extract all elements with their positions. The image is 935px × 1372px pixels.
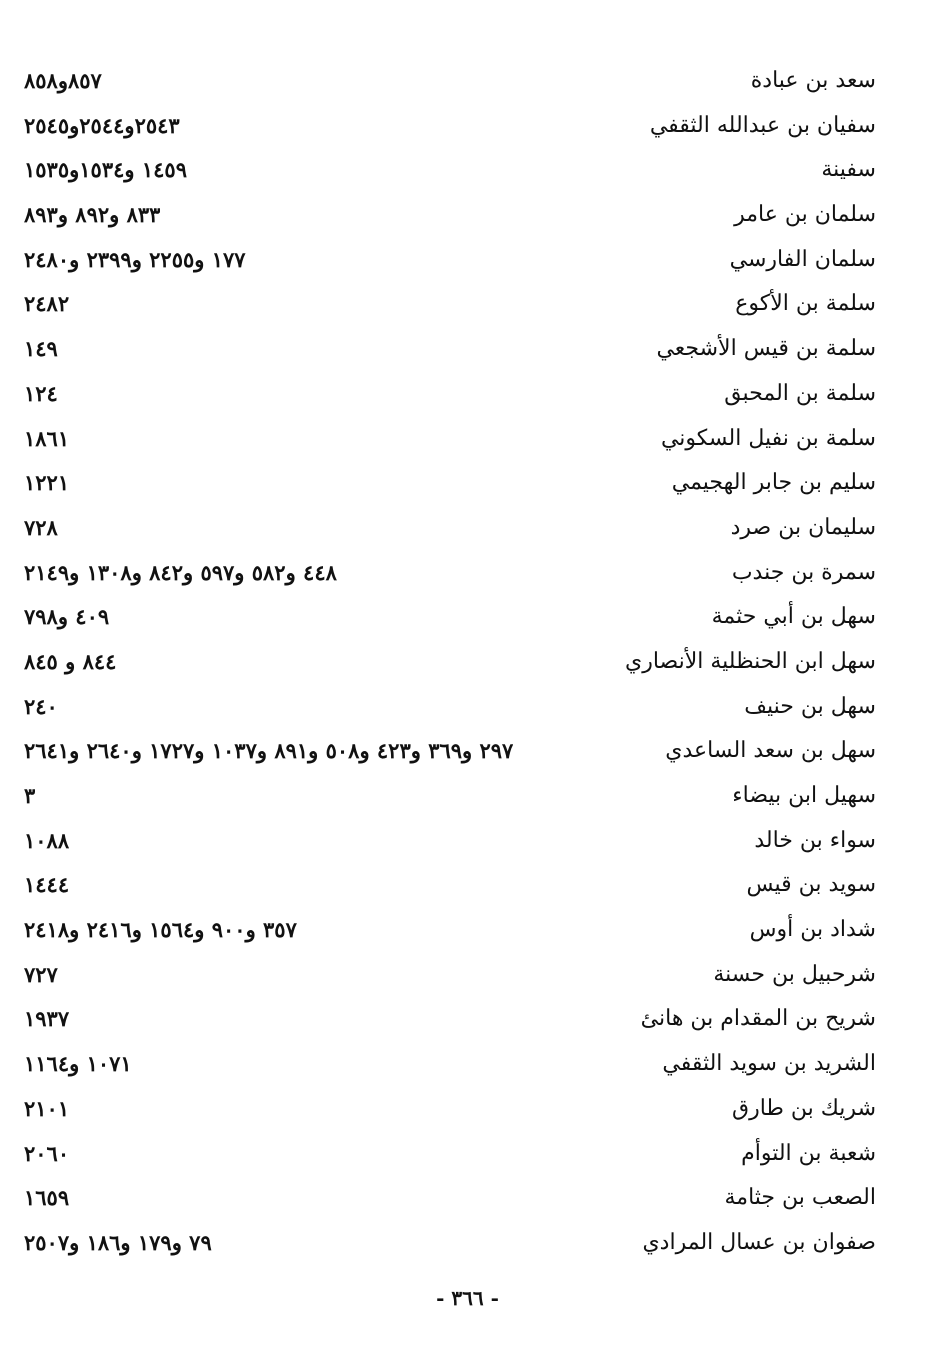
index-entry xyxy=(24,952,876,997)
entry-references: ٤٤٨ و٥٨٢ و٥٩٧ و٨٤٢ و١٣٠٨ و٢١٤٩ xyxy=(24,559,337,585)
entry-references: ١٨٦١ xyxy=(24,425,70,451)
index-entry xyxy=(24,773,876,818)
entry-name: شريك بن طارق xyxy=(732,1095,876,1121)
index-entry xyxy=(24,505,876,550)
entry-name: سفيان بن عبدالله الثقفي xyxy=(649,112,876,138)
index-entry xyxy=(24,281,876,326)
entry-name: سلمان الفارسي xyxy=(729,246,876,272)
entry-references: ٨٣٣ و٨٩٢ و٨٩٣ xyxy=(24,202,161,228)
index-entry xyxy=(24,1086,876,1131)
index-entry xyxy=(24,550,876,595)
index-entry xyxy=(24,728,876,773)
entry-name: سهل بن سعد الساعدي xyxy=(665,738,876,764)
entry-references: ١٠٧١ و١١٦٤ xyxy=(24,1051,132,1077)
entry-references: ٢٤٨٢ xyxy=(24,291,70,317)
index-entry xyxy=(24,326,876,371)
index-entry xyxy=(24,907,876,952)
index-entry xyxy=(24,1131,876,1176)
index-entry xyxy=(24,103,876,148)
index-entry xyxy=(24,371,876,416)
entry-name: سلمان بن عامر xyxy=(734,202,876,228)
entry-name: سهل بن حنيف xyxy=(744,693,876,719)
entry-name: سليمان بن صرد xyxy=(730,514,876,540)
entry-references: ٣ xyxy=(24,783,36,808)
entry-references: ١٤٥٩ و١٥٣٤و١٥٣٥ xyxy=(24,157,187,183)
entry-name: شداد بن أوس xyxy=(749,917,876,943)
entry-references: ١٢٤ xyxy=(24,380,58,406)
index-entry xyxy=(24,639,876,684)
entry-references: ٧٩ و١٧٩ و١٨٦ و٢٥٠٧ xyxy=(24,1229,212,1255)
entry-name: سهيل ابن بيضاء xyxy=(732,783,876,808)
entry-name: سلمة بن قيس الأشجعي xyxy=(656,336,876,362)
entry-references: ١٤٤٤ xyxy=(24,872,70,898)
page-number: - ٣٦٦ - xyxy=(436,1286,499,1310)
entry-name: سلمة بن الأكوع xyxy=(735,291,876,317)
entry-name: سلمة بن المحبق xyxy=(724,380,876,406)
entry-name: سواء بن خالد xyxy=(754,827,876,853)
index-list xyxy=(24,58,876,1265)
entry-name: سويد بن قيس xyxy=(746,872,876,898)
index-entry xyxy=(24,818,876,863)
index-entry xyxy=(24,147,876,192)
entry-name: سليم بن جابر الهجيمي xyxy=(671,470,876,496)
entry-references: ٢٩٧ و٣٦٩ و٤٢٣ و٥٠٨ و٨٩١ و١٠٣٧ و١٧٢٧ و٢٦٤٠ و٢٦٤١ xyxy=(24,738,514,764)
entry-references: ١٧٧ و٢٢٥٥ و٢٣٩٩ و٢٤٨٠ xyxy=(24,246,246,272)
entry-references: ٢٥٤٣و٢٥٤٤و٢٥٤٥ xyxy=(24,112,180,138)
entry-references: ٢١٠١ xyxy=(24,1095,70,1121)
index-entry xyxy=(24,1041,876,1086)
entry-references: ١٢٢١ xyxy=(24,470,70,496)
entry-references: ١٩٣٧ xyxy=(24,1006,70,1032)
index-entry xyxy=(24,416,876,461)
entry-name: سهل بن أبي حثمة xyxy=(711,604,876,630)
entry-references: ٤٠٩ و٧٩٨ xyxy=(24,604,110,630)
entry-name: سهل ابن الحنظلية الأنصاري xyxy=(624,648,876,674)
entry-references: ٨٤٤ و ٨٤٥ xyxy=(24,648,117,674)
entry-name: شريح بن المقدام بن هانئ xyxy=(640,1006,876,1032)
entry-name: صفوان بن عسال المرادي xyxy=(642,1229,876,1255)
entry-name: الشريد بن سويد الثقفي xyxy=(662,1051,876,1077)
index-entry xyxy=(24,594,876,639)
entry-references: ١٠٨٨ xyxy=(24,827,70,853)
entry-references: ٣٥٧ و٩٠٠ و١٥٦٤ و٢٤١٦ و٢٤١٨ xyxy=(24,917,297,943)
entry-name: الصعب بن جثامة xyxy=(724,1185,876,1211)
entry-name: سفينة xyxy=(821,157,876,183)
index-entry xyxy=(24,192,876,237)
index-entry xyxy=(24,58,876,103)
index-entry xyxy=(24,862,876,907)
entry-references: ٢٠٦٠ xyxy=(24,1140,70,1166)
entry-name: سلمة بن نفيل السكوني xyxy=(660,425,876,451)
index-entry xyxy=(24,684,876,729)
entry-name: سمرة بن جندب xyxy=(731,559,876,585)
entry-references: ٧٢٨ xyxy=(24,514,58,540)
entry-name: سعد بن عبادة xyxy=(750,68,876,93)
entry-name: شعبة بن التوأم xyxy=(741,1140,876,1166)
index-entry xyxy=(24,1175,876,1220)
entry-name: شرحبيل بن حسنة xyxy=(713,961,876,987)
index-entry xyxy=(24,1220,876,1265)
entry-references: ٢٤٠ xyxy=(24,693,58,719)
entry-references: ١٤٩ xyxy=(24,336,58,362)
entry-references: ٧٢٧ xyxy=(24,961,58,987)
index-entry xyxy=(24,237,876,282)
entry-references: ١٦٥٩ xyxy=(24,1185,70,1211)
index-entry xyxy=(24,996,876,1041)
index-entry xyxy=(24,460,876,505)
entry-references: ٨٥٧و٨٥٨ xyxy=(24,68,102,93)
